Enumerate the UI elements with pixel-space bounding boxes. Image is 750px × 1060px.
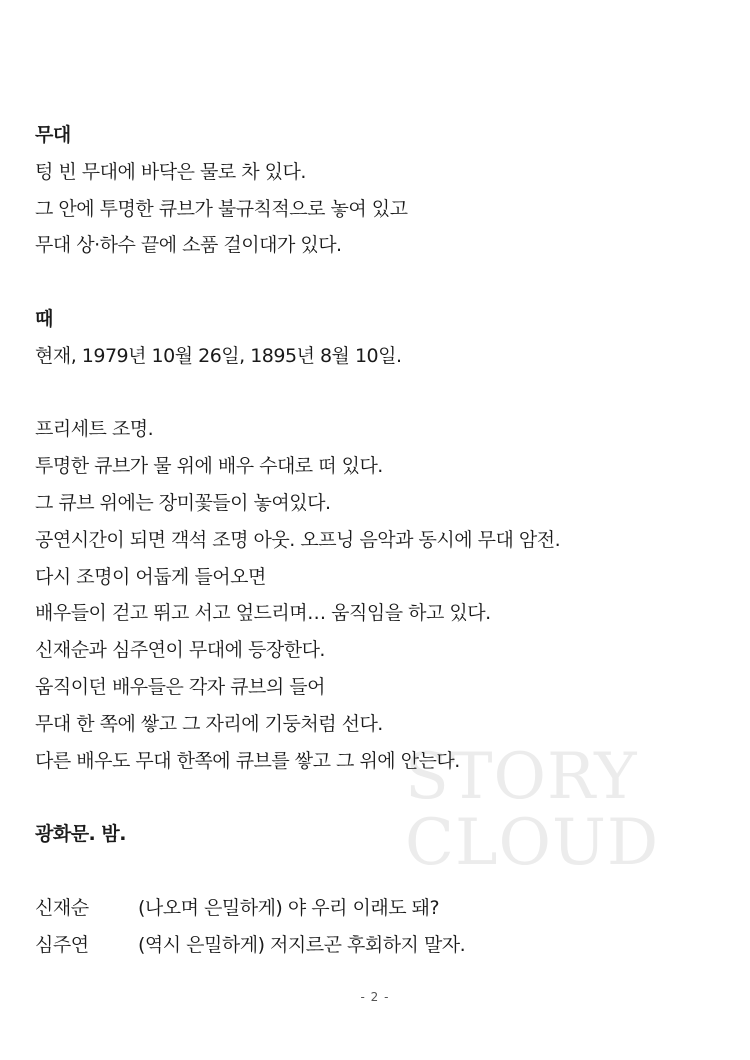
stage-direction: 무대 한 쪽에 쌓고 그 자리에 기둥처럼 선다.: [35, 712, 383, 735]
blank-line: [35, 779, 715, 816]
stage-direction: 공연시간이 되면 객석 조명 아웃. 오프닝 음악과 동시에 무대 암전.: [35, 528, 561, 551]
time-line: 현재, 1979년 10월 26일, 1895년 8월 10일.: [35, 344, 402, 367]
blank-line: [35, 375, 715, 412]
section-heading-stage: 무대: [35, 124, 71, 146]
scene-heading: 광화문. 밤.: [35, 823, 126, 846]
blank-line: [35, 853, 715, 890]
speaker-name: 신재순: [35, 896, 89, 919]
blank-line: [35, 264, 715, 301]
speaker-name: 심주연: [35, 933, 89, 956]
watermark-line-2: CLOUD: [405, 806, 660, 880]
stage-line: 텅 빈 무대에 바닥은 물로 차 있다.: [35, 160, 306, 183]
page-number: - 2 -: [360, 990, 390, 1004]
dialogue-text: (나오며 은밀하게) 야 우리 이래도 돼?: [138, 896, 440, 919]
dialogue-line: [35, 927, 715, 964]
stage-direction: 투명한 큐브가 물 위에 배우 수대로 떠 있다.: [35, 455, 383, 478]
script-content: [35, 117, 715, 963]
stage-direction: 그 큐브 위에는 장미꽃들이 놓여있다.: [35, 491, 331, 514]
stage-line: 그 안에 투명한 큐브가 불규칙적으로 놓여 있고: [35, 197, 408, 220]
stage-direction: 신재순과 심주연이 무대에 등장한다.: [35, 639, 325, 662]
section-heading-time: 때: [35, 307, 53, 330]
stage-direction: 프리세트 조명.: [35, 418, 154, 441]
stage-direction: 다른 배우도 무대 한쪽에 큐브를 쌓고 그 위에 안는다.: [35, 749, 460, 772]
watermark-line-1: STORY: [405, 740, 638, 814]
stage-direction: 다시 조명이 어둡게 들어오면: [35, 565, 266, 588]
dialogue-line: [35, 890, 715, 927]
stage-direction: 배우들이 걷고 뛰고 서고 엎드리며… 움직임을 하고 있다.: [35, 602, 491, 625]
dialogue-text: (역시 은밀하게) 저지르곤 후회하지 말자.: [138, 933, 466, 956]
stage-direction: 움직이던 배우들은 각자 큐브의 들어: [35, 675, 325, 698]
stage-line: 무대 상·하수 끝에 소품 걸이대가 있다.: [35, 234, 342, 257]
